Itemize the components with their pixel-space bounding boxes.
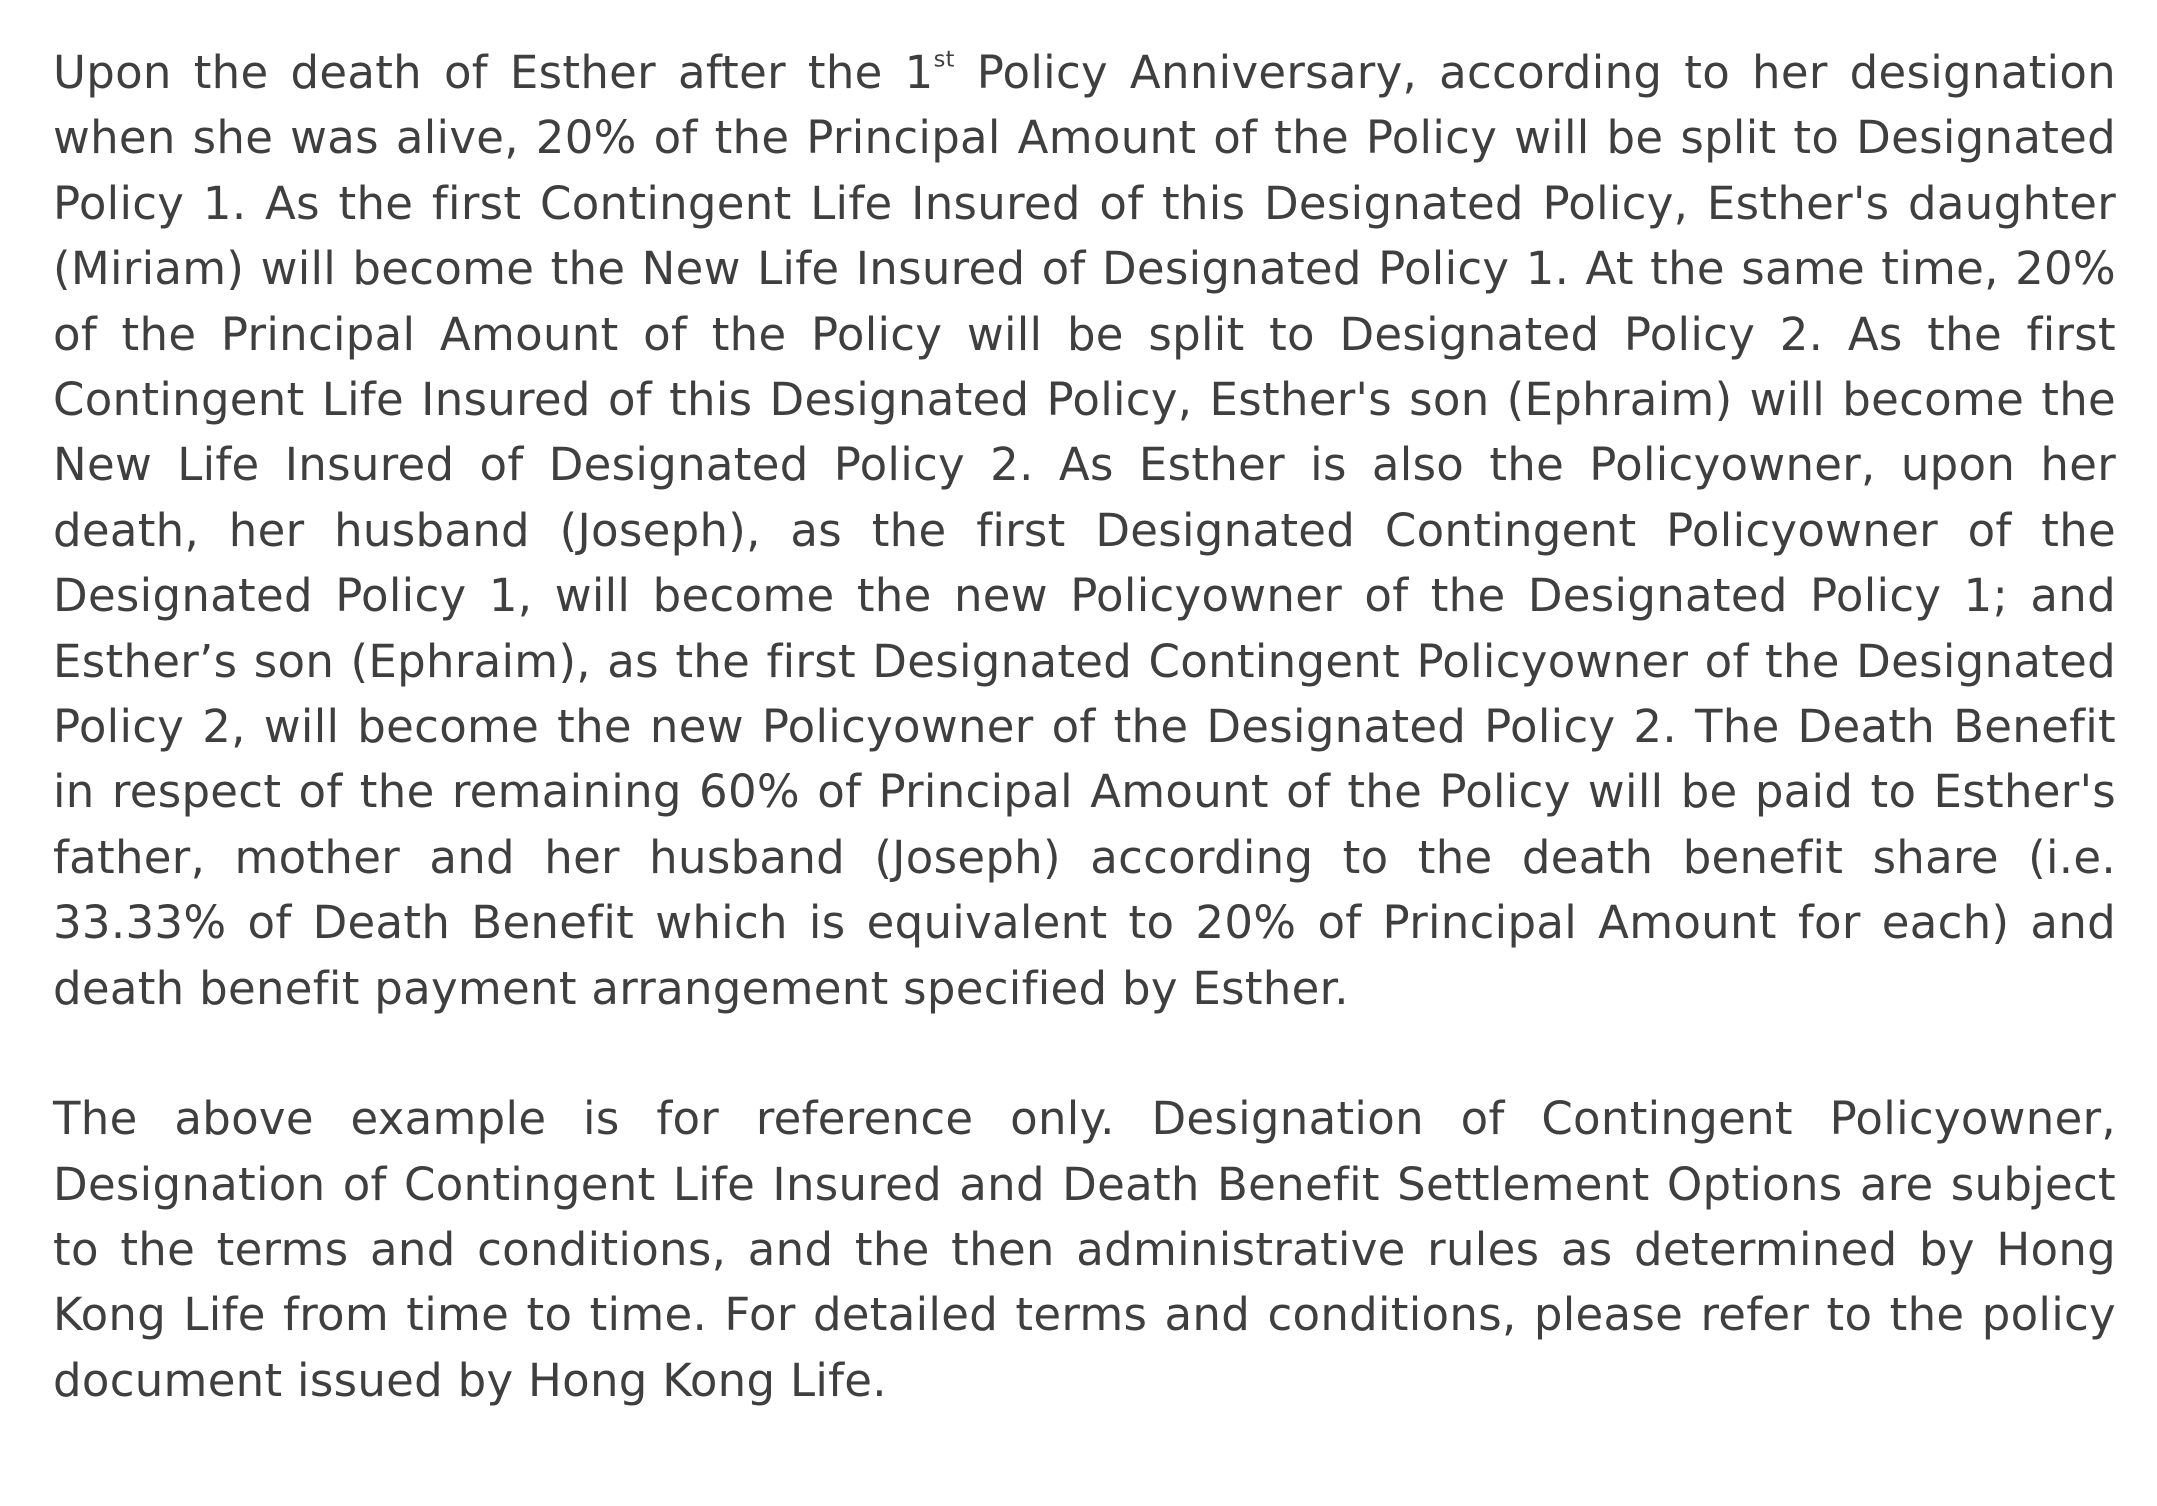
- paragraph-lead-text: Upon the death of Esther after the 1: [53, 46, 934, 99]
- document-page: [53, 40, 2116, 1413]
- disclaimer-paragraph: The above example is for reference only. Designation of Contingent Policyowner, Designation of Contingent Life Insured and Death Benefit Settlement Options are subject to the terms and conditions, and the then administrative rules as determined by Hong Kong Life from time to time. For detailed terms and conditions, please refer to the policy document issued by Hong Kong Life.: [53, 1092, 2116, 1407]
- ordinal-superscript: st: [933, 46, 955, 73]
- example-paragraph: [53, 40, 2116, 1021]
- paragraph-body-text: Policy Anniversary, according to her designation when she was alive, 20% of the Principal Amount of the Policy will be split to Designated Policy 1. As the first Contingent Life Insured of this Designated Policy, Esther's daughter (Miriam) will become the New Life Insured of Designated Policy 1. At the same time, 20% of the Principal Amount of the Policy will be split to Designated Policy 2. As the first Contingent Life Insured of this Designated Policy, Esther's son (Ephraim) will become the New Life Insured of Designated Policy 2. As Esther is also the Policyowner, upon her death, her husband (Joseph), as the first Designated Contingent Policyowner of the Designated Policy 1, will become the new Policyowner of the Designated Policy 1; and Esther’s son (Ephraim), as the first Designated Contingent Policyowner of the Designated Policy 2, will become the new Policyowner of the Designated Policy 2. The Death Benefit in respect of the remaining 60% of Principal Amount of the Policy will be paid to Esther's father, mother and her husband (Joseph) according to the death benefit share (i.e. 33.33% of Death Benefit which is equivalent to 20% of Principal Amount for each) and death benefit payment arrangement specified by Esther.: [53, 46, 2116, 1015]
